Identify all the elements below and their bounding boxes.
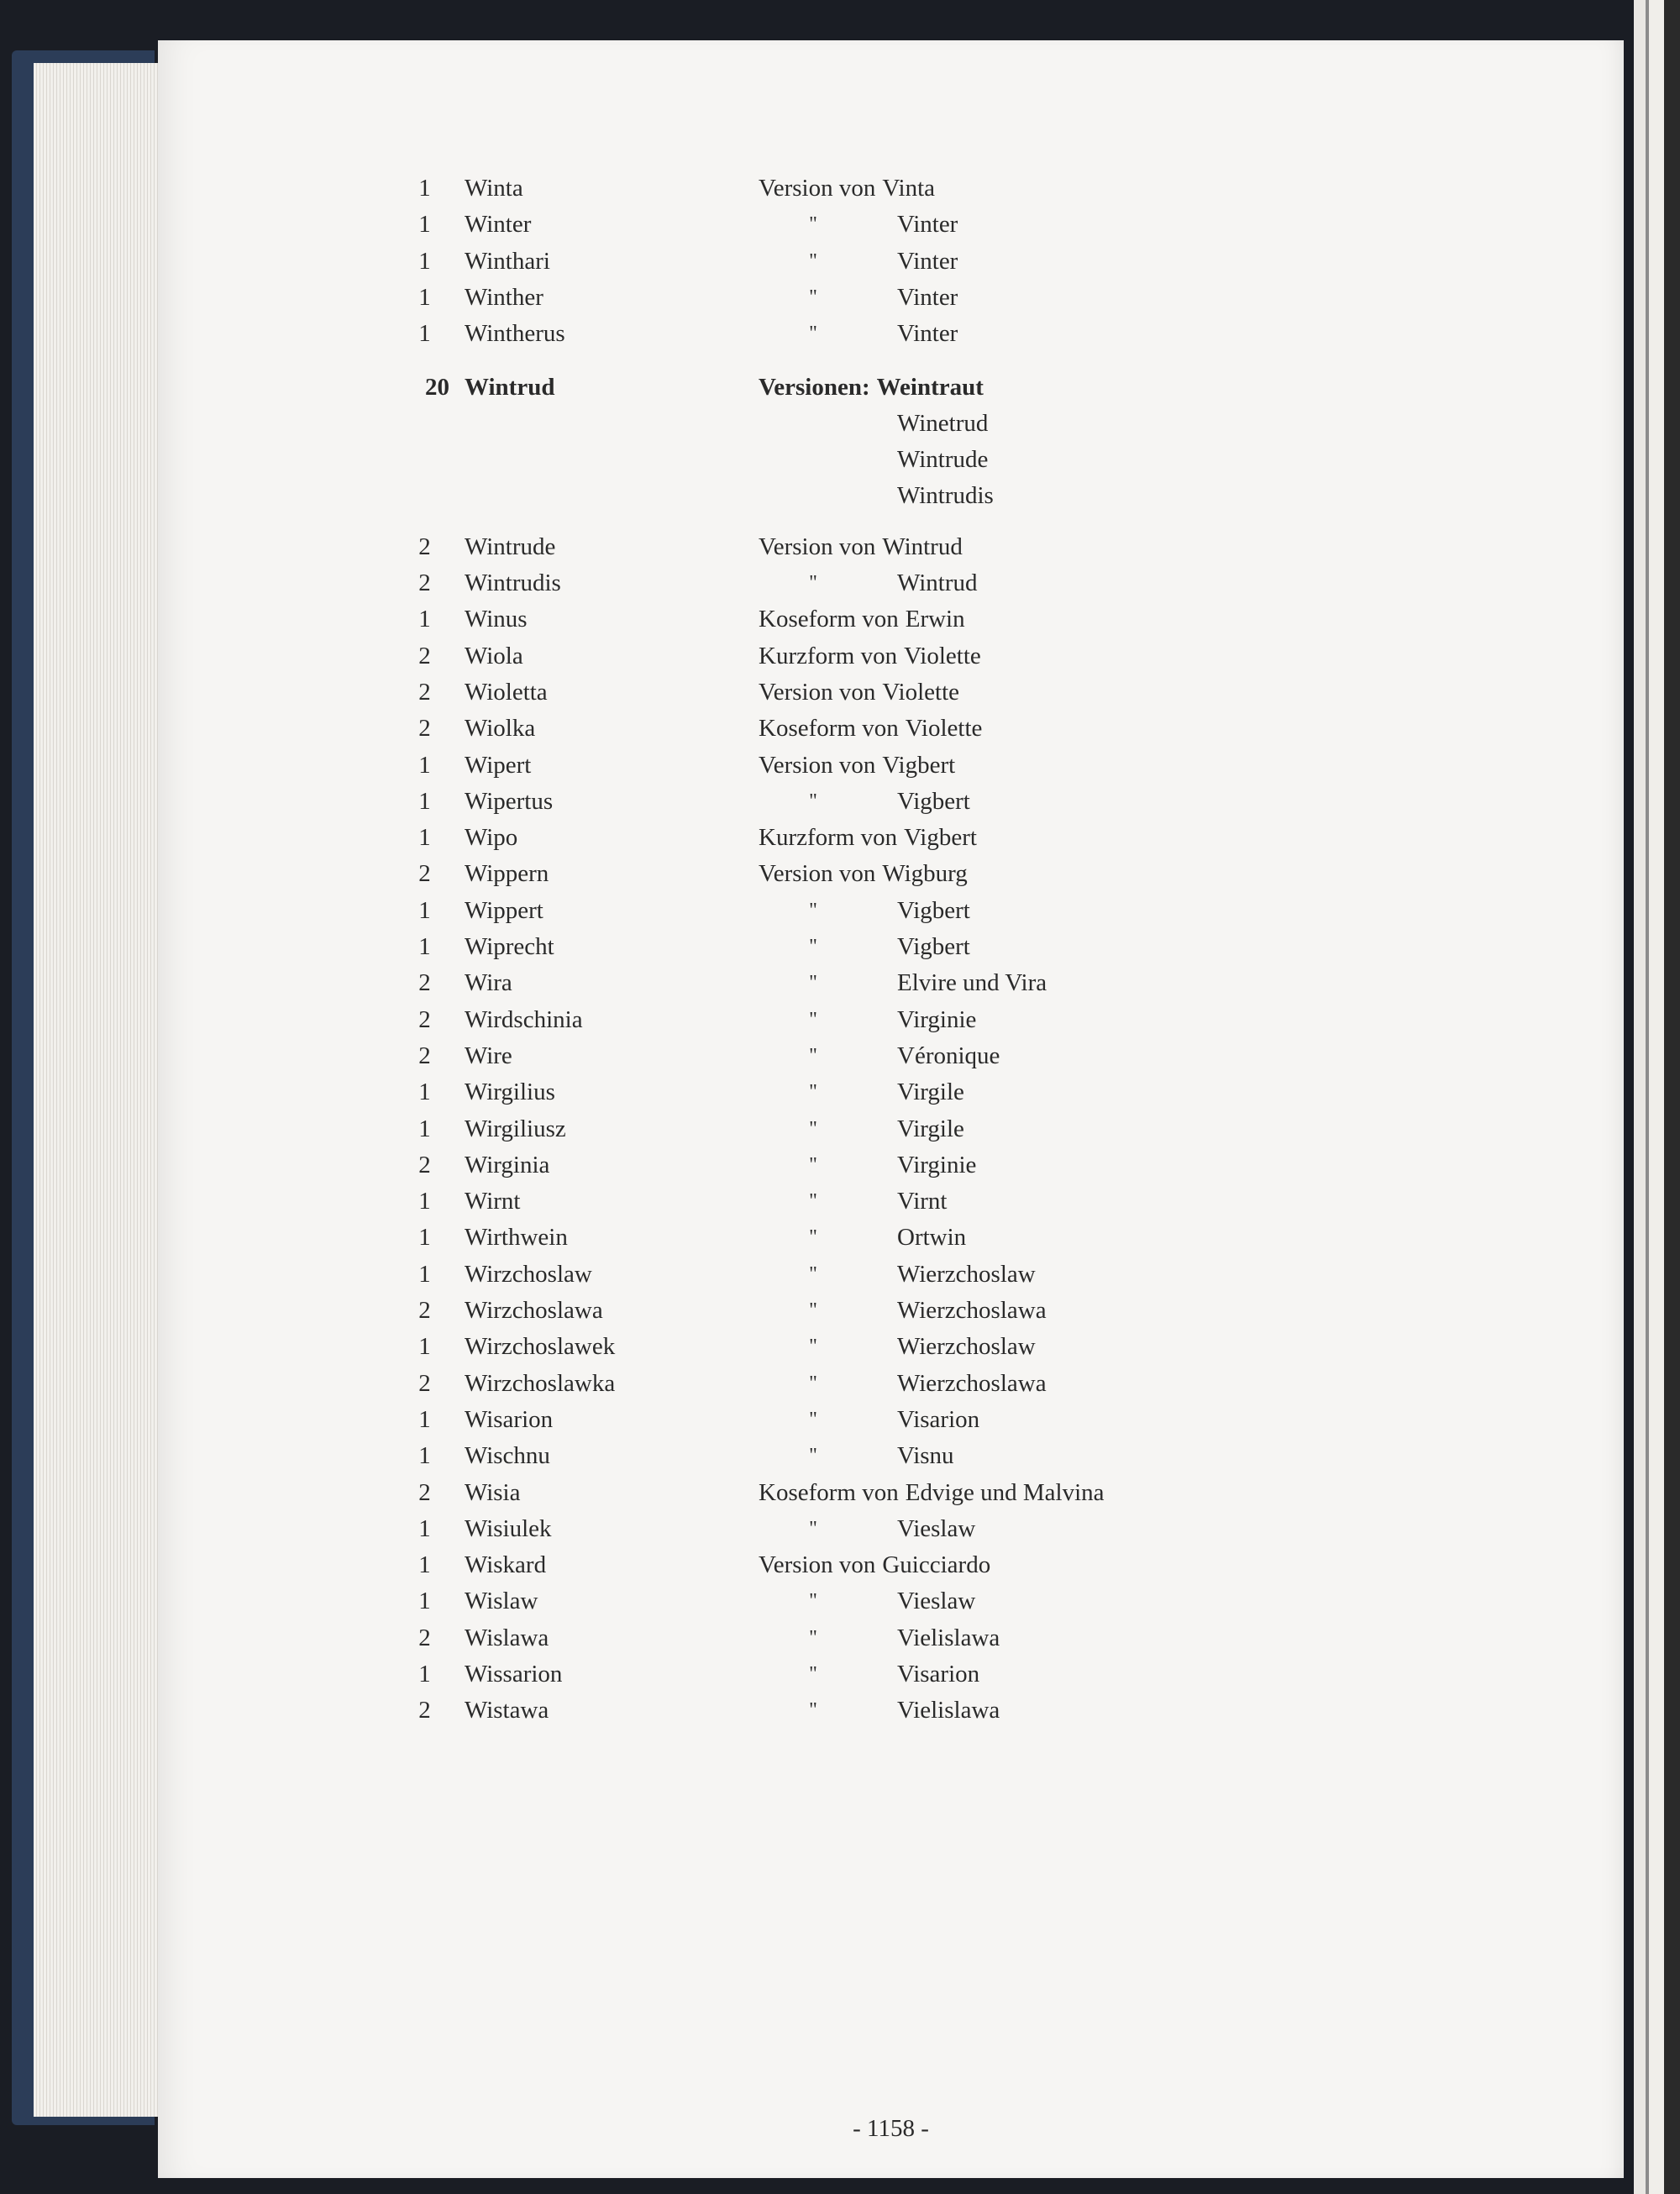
page-number: - 1158 - — [853, 2115, 929, 2142]
entry-count: 2 — [418, 1624, 431, 1651]
entry-count: 1 — [418, 1551, 431, 1579]
entry-target: Vigbert — [897, 787, 970, 815]
entry-count: 2 — [418, 1369, 431, 1397]
entry-name: Wipertus — [465, 787, 554, 815]
entry-description: Version von — [759, 751, 876, 779]
entry-name: Wisarion — [465, 1405, 554, 1433]
ditto-mark: " — [809, 1190, 817, 1213]
ditto-mark: " — [809, 790, 817, 812]
entry-target: Wigburg — [882, 860, 968, 888]
entry-count: 1 — [418, 1224, 431, 1252]
entry-count: 2 — [418, 1478, 431, 1506]
ditto-mark: " — [809, 249, 817, 272]
entry-target: Vigbert — [904, 824, 977, 852]
entry-target: Violette — [904, 642, 981, 669]
entry-count: 2 — [418, 715, 431, 743]
entry-description: Version von — [759, 175, 876, 202]
entry-target: Virgile — [897, 1115, 964, 1142]
entry-name: Winta — [465, 175, 523, 202]
entry-count: 2 — [418, 860, 431, 888]
entry-count: 1 — [418, 606, 431, 633]
entry-target: Véronique — [897, 1042, 1000, 1069]
entry-target: Visarion — [897, 1661, 980, 1687]
entry-count: 2 — [418, 533, 431, 560]
entry-name: Wintrudis — [465, 569, 561, 596]
entry-description: Version von — [759, 678, 876, 706]
entry-target: Virgile — [897, 1079, 964, 1106]
entry-name: Wiola — [465, 642, 523, 669]
entry-target: Violette — [882, 678, 960, 706]
entry-count: 1 — [418, 211, 431, 239]
entry-count: 1 — [418, 824, 431, 852]
entry-description: Version von — [759, 533, 876, 560]
right-page-edges — [1634, 0, 1680, 2194]
entry-count: 2 — [418, 569, 431, 596]
entry-description: Versionen: — [759, 373, 870, 401]
entry-name: Wipo — [465, 824, 518, 852]
ditto-mark: " — [809, 1226, 817, 1249]
ditto-mark: " — [809, 972, 817, 995]
entry-name: Wirzchoslawa — [465, 1297, 603, 1324]
entry-count: 20 — [425, 373, 449, 401]
ditto-mark: " — [809, 1044, 817, 1067]
ditto-mark: " — [809, 213, 817, 236]
entry-count: 1 — [418, 1514, 431, 1542]
entry-target: Guicciardo — [882, 1551, 991, 1579]
entry-target: Vinta — [882, 175, 936, 202]
entry-name: Wintrude — [465, 533, 556, 560]
entry-name: Wintherus — [465, 320, 565, 348]
entry-count: 1 — [418, 175, 431, 202]
entry-target: Wierzchoslaw — [897, 1260, 1036, 1288]
entry-name: Wirthwein — [465, 1224, 568, 1252]
entry-name: Wirzchoslaw — [465, 1260, 592, 1288]
entry-description: Kurzform von — [759, 824, 898, 852]
entry-name: Wiprecht — [465, 933, 554, 960]
entry-name: Wira — [465, 969, 512, 997]
ditto-mark: " — [809, 899, 817, 921]
entry-count: 1 — [418, 1260, 431, 1288]
entry-target: Wintrude — [897, 446, 989, 474]
ditto-mark: " — [809, 1117, 817, 1140]
entry-target: Vielislawa — [897, 1697, 1000, 1724]
ditto-mark: " — [809, 1153, 817, 1176]
entry-name: Wislawa — [465, 1624, 549, 1651]
ditto-mark: " — [809, 1626, 817, 1649]
entry-description: Koseform von — [759, 715, 899, 743]
entry-description: Koseform von — [759, 1478, 899, 1506]
entry-count: 1 — [418, 1333, 431, 1361]
entry-target: Vinter — [897, 320, 958, 348]
entry-target: Visnu — [897, 1442, 954, 1470]
entry-count: 1 — [418, 896, 431, 924]
entry-name: Wirdschinia — [465, 1005, 583, 1033]
entry-count: 1 — [418, 1188, 431, 1215]
entry-target: Vinter — [897, 247, 958, 275]
entry-count: 2 — [418, 1697, 431, 1724]
book-page — [158, 40, 1624, 2178]
entry-name: Wirnt — [465, 1188, 521, 1215]
entry-target: Vigbert — [882, 751, 956, 779]
entry-target: Virnt — [897, 1188, 948, 1215]
ditto-mark: " — [809, 1445, 817, 1467]
entry-count: 1 — [418, 1405, 431, 1433]
ditto-mark: " — [809, 1699, 817, 1722]
entry-description: Kurzform von — [759, 642, 898, 669]
entry-target: Vigbert — [897, 933, 970, 960]
ditto-mark: " — [809, 1081, 817, 1104]
entry-target: Vieslaw — [897, 1588, 976, 1615]
entry-target: Virginie — [897, 1151, 977, 1178]
entry-target: Weintraut — [876, 373, 984, 401]
entry-target: Wintrud — [897, 569, 978, 596]
entry-name: Winther — [465, 283, 543, 311]
entry-count: 1 — [418, 1588, 431, 1615]
ditto-mark: " — [809, 572, 817, 594]
ditto-mark: " — [809, 323, 817, 345]
entry-name: Winthari — [465, 247, 550, 275]
ditto-mark: " — [809, 1299, 817, 1321]
entry-name: Wintrud — [465, 373, 555, 401]
ditto-mark: " — [809, 1517, 817, 1540]
entry-name: Wirgiliusz — [465, 1115, 566, 1142]
entry-target: Wierzchoslawa — [897, 1297, 1047, 1324]
ditto-mark: " — [809, 1663, 817, 1685]
entry-name: Wirzchoslawek — [465, 1333, 616, 1361]
entry-count: 1 — [418, 1115, 431, 1142]
entry-count: 2 — [418, 1042, 431, 1069]
entry-name: Wipert — [465, 751, 532, 779]
entry-description: Version von — [759, 860, 876, 888]
entry-count: 1 — [418, 933, 431, 960]
entry-count: 1 — [418, 320, 431, 348]
entry-target: Virginie — [897, 1005, 977, 1033]
entry-count: 1 — [418, 1442, 431, 1470]
entry-count: 1 — [418, 751, 431, 779]
entry-count: 1 — [418, 1661, 431, 1687]
ditto-mark: " — [809, 1262, 817, 1285]
entry-count: 2 — [418, 1297, 431, 1324]
entry-target: Edvige und Malvina — [905, 1478, 1105, 1506]
entry-name: Wirginia — [465, 1151, 550, 1178]
entry-count: 2 — [418, 1005, 431, 1033]
entry-name: Wirgilius — [465, 1079, 555, 1106]
entry-count: 2 — [418, 969, 431, 997]
entry-target: Wierzchoslaw — [897, 1333, 1036, 1361]
entry-target: Vinter — [897, 211, 958, 239]
entry-name: Wiolka — [465, 715, 536, 743]
entry-count: 2 — [418, 678, 431, 706]
entry-name: Winter — [465, 211, 532, 239]
entry-target: Erwin — [905, 606, 965, 633]
entry-description: Koseform von — [759, 606, 899, 633]
entry-target: Violette — [905, 715, 983, 743]
entry-name: Wire — [465, 1042, 512, 1069]
ditto-mark: " — [809, 936, 817, 958]
entry-name: Wischnu — [465, 1442, 550, 1470]
entry-target: Vieslaw — [897, 1514, 976, 1542]
ditto-mark: " — [809, 1590, 817, 1613]
entry-target: Vinter — [897, 283, 958, 311]
entry-count: 2 — [418, 642, 431, 669]
entry-target: Elvire und Vira — [897, 969, 1047, 997]
entry-name: Wirzchoslawka — [465, 1369, 616, 1397]
ditto-mark: " — [809, 1336, 817, 1358]
entry-count: 1 — [418, 1079, 431, 1106]
entry-name: Wippert — [465, 896, 543, 924]
ditto-mark: " — [809, 1372, 817, 1394]
entry-name: Wissarion — [465, 1661, 563, 1687]
ditto-mark: " — [809, 1008, 817, 1031]
entry-count: 1 — [418, 787, 431, 815]
entry-target: Vielislawa — [897, 1624, 1000, 1651]
entry-target: Wierzchoslawa — [897, 1369, 1047, 1397]
entry-count: 1 — [418, 247, 431, 275]
entry-name: Wiskard — [465, 1551, 547, 1579]
entry-target: Vigbert — [897, 896, 970, 924]
entry-name: Wippern — [465, 860, 549, 888]
page-edges — [34, 63, 168, 2117]
entry-name: Wistawa — [465, 1697, 549, 1724]
entry-name: Wioletta — [465, 678, 548, 706]
entry-name: Wislaw — [465, 1588, 538, 1615]
entry-count: 1 — [418, 283, 431, 311]
entry-target: Ortwin — [897, 1224, 967, 1252]
entry-name: Wisiulek — [465, 1514, 552, 1542]
entry-target: Winetrud — [897, 409, 989, 437]
ditto-mark: " — [809, 1408, 817, 1430]
entry-name: Wisia — [465, 1478, 521, 1506]
entry-target: Wintrudis — [897, 482, 994, 510]
entry-name: Winus — [465, 606, 528, 633]
entry-target: Visarion — [897, 1405, 980, 1433]
entry-description: Version von — [759, 1551, 876, 1579]
entry-target: Wintrud — [882, 533, 963, 560]
ditto-mark: " — [809, 286, 817, 308]
entry-count: 2 — [418, 1151, 431, 1178]
